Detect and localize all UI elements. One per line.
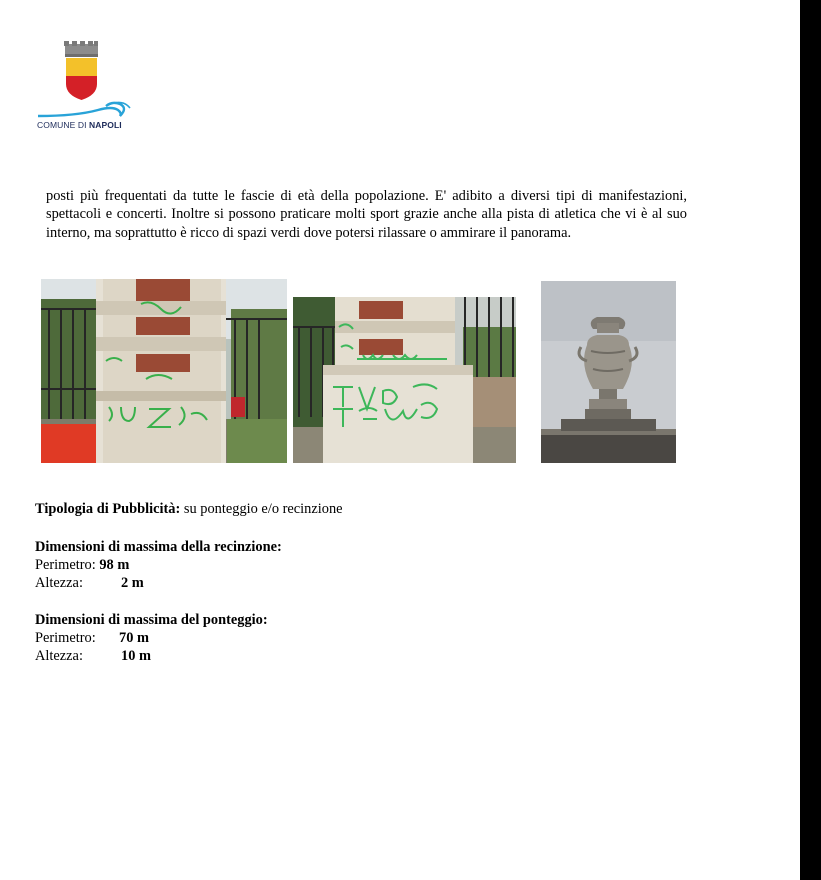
photo-pillar-graffiti: [293, 297, 516, 463]
ponteggio-heading: Dimensioni di massima del ponteggio:: [35, 612, 268, 628]
logo-text-prefix: COMUNE DI: [37, 120, 87, 130]
recinzione-altezza-label: Altezza:: [35, 575, 83, 591]
ponteggio-altezza: [35, 647, 151, 665]
recinzione-altezza: [35, 574, 144, 592]
ponteggio-altezza-label: Altezza:: [35, 648, 83, 664]
tipologia-line: [35, 500, 343, 518]
tipologia-label: Tipologia di Pubblicità:: [35, 501, 181, 517]
intro-paragraph: posti più frequentati da tutte le fascie di età della popolazione. E' adibito a diversi tipi di manifestazioni, spettacoli e concerti. Inoltre si possono praticare molti sport grazie anche alla pista di atletica che vi è al suo interno, ma soprattutto è ricco di spazi verdi dove potersi rilassare o ammirare il panorama.: [46, 188, 687, 241]
logo-text-bold: NAPOLI: [89, 120, 122, 130]
comune-di-napoli-logo: [36, 40, 136, 132]
logo-wordmark: [37, 120, 122, 130]
tipologia-value: su ponteggio e/o recinzione: [183, 501, 343, 517]
viewer-edge: [800, 0, 821, 880]
photo-pillar-fence: [41, 279, 287, 463]
city-crest-icon: [36, 40, 136, 120]
photo-stone-urn: [541, 281, 676, 463]
ponteggio-altezza-value: 10 m: [121, 648, 151, 664]
recinzione-altezza-value: 2 m: [121, 575, 144, 591]
recinzione-perimetro-value: 98 m: [99, 557, 130, 573]
recinzione-heading: Dimensioni di massima della recinzione:: [35, 539, 282, 555]
ponteggio-perimetro-value: 70 m: [119, 630, 149, 646]
recinzione-perimetro: [35, 556, 129, 574]
recinzione-perimetro-label: Perimetro:: [35, 557, 96, 573]
ponteggio-perimetro: [35, 629, 149, 647]
ponteggio-perimetro-label: Perimetro:: [35, 630, 96, 646]
